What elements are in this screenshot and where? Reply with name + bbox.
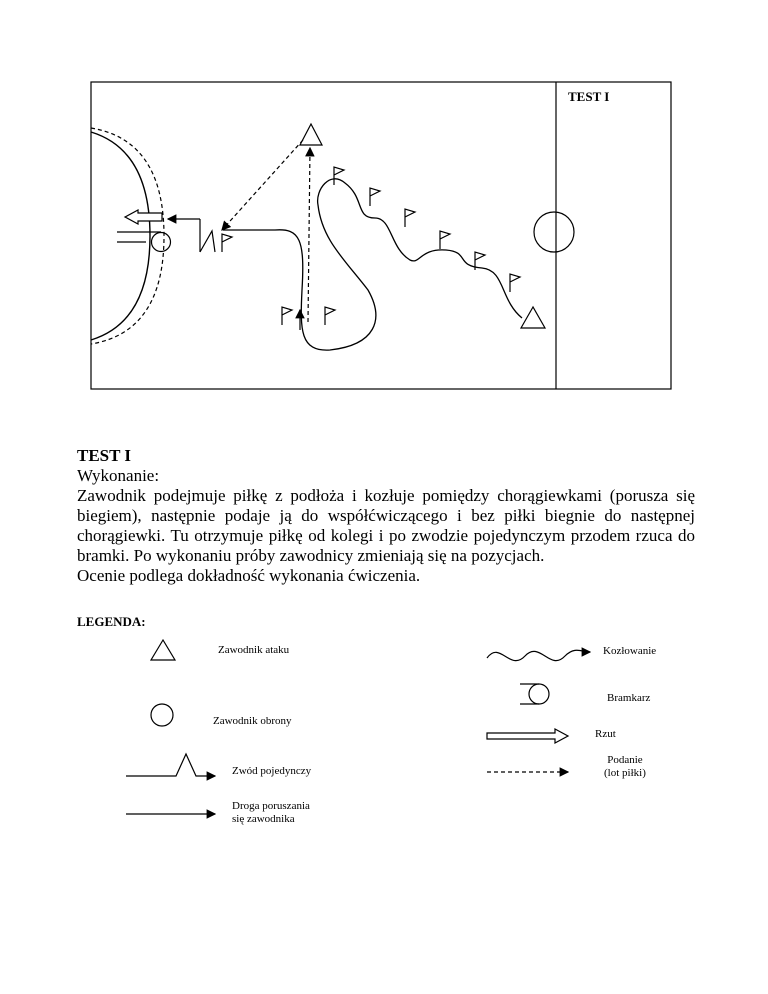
legend-goalkeeper-icon bbox=[520, 684, 549, 704]
goal-area-line bbox=[91, 132, 150, 340]
legend-goalkeeper-label: Bramkarz bbox=[607, 692, 651, 704]
legend-dribble-icon bbox=[487, 650, 590, 660]
legend-pass-line1: Podanie bbox=[607, 754, 643, 766]
field-label: TEST I bbox=[568, 89, 610, 104]
shot-arrow bbox=[125, 210, 162, 224]
description bbox=[77, 446, 695, 586]
legend-pass-label bbox=[604, 754, 646, 780]
description-paragraph: Zawodnik podejmuje piłkę z podłoża i kozłuje pomiędzy chorągiewkami (porusza się biegiem), następnie podaje ją do współćwiczącego i bez piłki biegnie do następnej chorągiewki. Tu otrzymuje piłkę od kolegi i po zwodzie pojedynczym przodem rzuca do bramki. Po wykonaniu próby zawodnicy zmieniają się na pozycjach. bbox=[77, 486, 695, 565]
legend-attacker-label: Zawodnik ataku bbox=[218, 644, 290, 656]
legend-path-line2: się zawodnika bbox=[232, 813, 295, 825]
goalkeeper-symbol bbox=[117, 232, 171, 252]
legend-feint-icon bbox=[126, 754, 215, 776]
legend-dribble-label: Kozłowanie bbox=[603, 645, 657, 657]
field-border bbox=[91, 82, 671, 389]
legend-pass-line2: (lot piłki) bbox=[604, 767, 646, 779]
flag-icon bbox=[222, 167, 520, 325]
legend-feint-label: Zwód pojedynczy bbox=[232, 765, 312, 777]
attacker-right bbox=[521, 307, 545, 328]
feint-path bbox=[200, 231, 215, 252]
legend-defender-icon bbox=[151, 704, 173, 726]
pass-up bbox=[308, 148, 310, 322]
attacker-top bbox=[300, 124, 322, 145]
description-assessment: Ocenie podlega dokładność wykonania ćwiczenia. bbox=[77, 566, 421, 585]
legend-path-label bbox=[232, 800, 310, 826]
legend-path-line1: Droga poruszania bbox=[232, 800, 310, 812]
legend-defender-label: Zawodnik obrony bbox=[213, 715, 292, 727]
legend-shot-label: Rzut bbox=[595, 728, 616, 740]
dribble-path bbox=[223, 179, 522, 350]
legend-title: LEGENDA: bbox=[77, 614, 146, 629]
legend-attacker-icon bbox=[151, 640, 175, 660]
description-heading: TEST I bbox=[77, 446, 132, 465]
defender-right bbox=[534, 212, 574, 252]
training-diagram bbox=[0, 0, 768, 420]
description-subheading: Wykonanie: bbox=[77, 466, 160, 485]
legend-shot-icon bbox=[487, 729, 568, 743]
pass-down bbox=[222, 140, 303, 230]
